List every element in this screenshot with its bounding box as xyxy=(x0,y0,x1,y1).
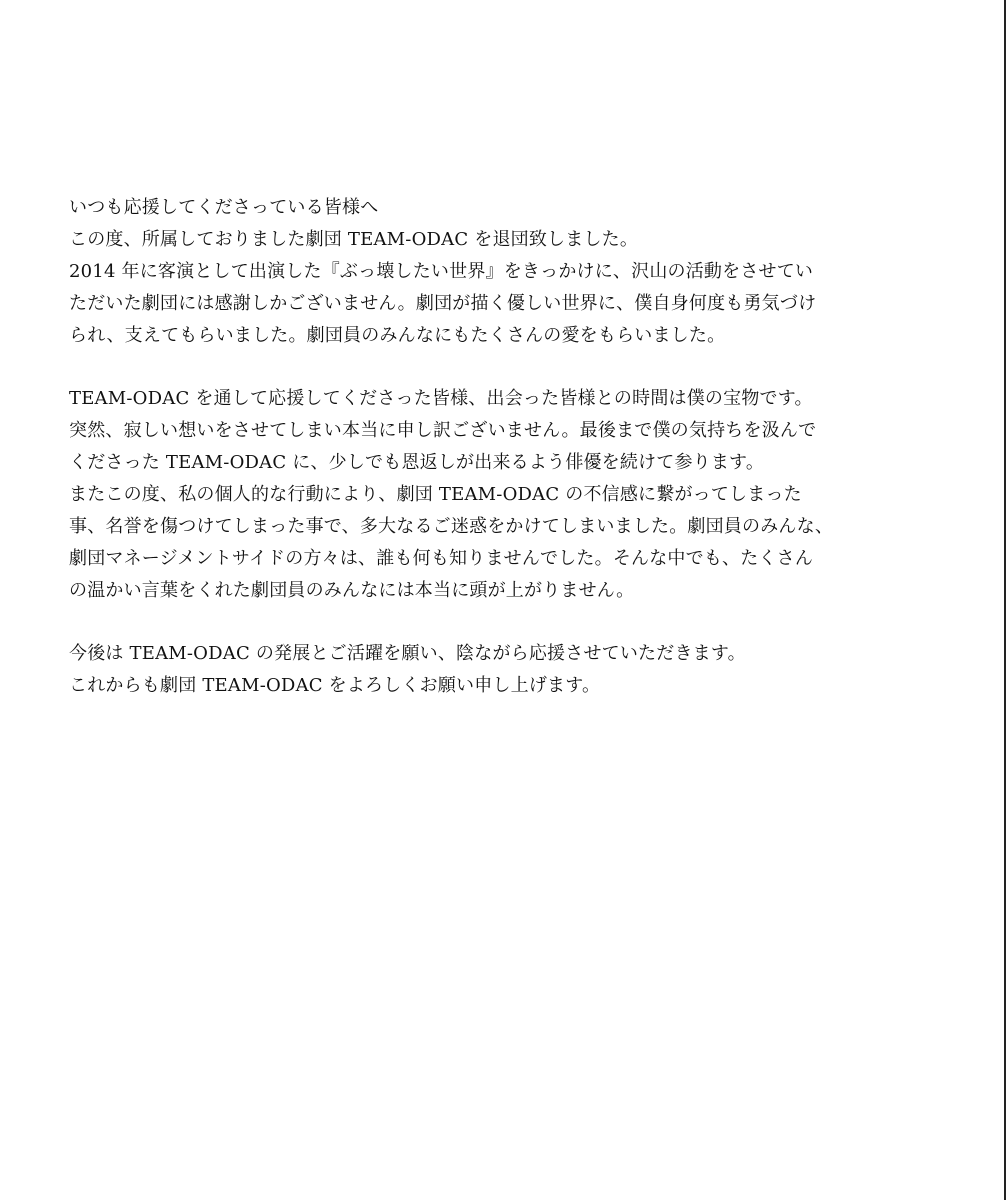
announcement-letter xyxy=(69,192,949,702)
paragraph-2-line: TEAM-ODAC を通して応援してくださった皆様、出会った皆様との時間は僕の宝物です。 xyxy=(69,388,813,410)
paragraph-2-line: 劇団マネージメントサイドの方々は、誰も何も知りませんでした。そんな中でも、たくさん xyxy=(69,547,814,569)
paragraph-2-line: またこの度、私の個人的な行動により、劇団 TEAM-ODAC の不信感に繋がってしまった xyxy=(69,484,802,506)
paragraph-2-line: の温かい言葉をくれた劇団員のみんなには本当に頭が上がりません。 xyxy=(69,579,635,601)
paragraph-2-line: くださった TEAM-ODAC に、少しでも恩返しが出来るよう俳優を続けて参ります。 xyxy=(69,452,765,474)
paragraph-3-line: 今後は TEAM-ODAC の発展とご活躍を願い、陰ながら応援させていただきます。 xyxy=(69,643,746,665)
paragraph-3-line: これからも劇団 TEAM-ODAC をよろしくお願い申し上げます。 xyxy=(69,675,601,697)
greeting-line: いつも応援してくださっている皆様へ xyxy=(69,197,379,218)
paragraph-spacer xyxy=(69,607,949,639)
paragraph-spacer xyxy=(69,351,949,383)
paragraph-1-line: ただいた劇団には感謝しかございません。劇団が描く優しい世界に、僕自身何度も勇気づけ xyxy=(69,292,817,314)
paragraph-1-line: 2014 年に客演として出演した『ぶっ壊したい世界』をきっかけに、沢山の活動をさせてい xyxy=(69,260,814,282)
paragraph-1-line: られ、支えてもらいました。劇団員のみんなにもたくさんの愛をもらいました。 xyxy=(69,324,726,346)
paragraph-2-line: 突然、寂しい想いをさせてしまい本当に申し訳ございません。最後まで僕の気持ちを汲んで xyxy=(69,420,817,442)
paragraph-2-line: 事、名誉を傷つけてしまった事で、多大なるご迷惑をかけてしまいました。劇団員のみんな、 xyxy=(69,515,834,537)
paragraph-1-line: この度、所属しておりました劇団 TEAM-ODAC を退団致しました。 xyxy=(69,228,639,250)
